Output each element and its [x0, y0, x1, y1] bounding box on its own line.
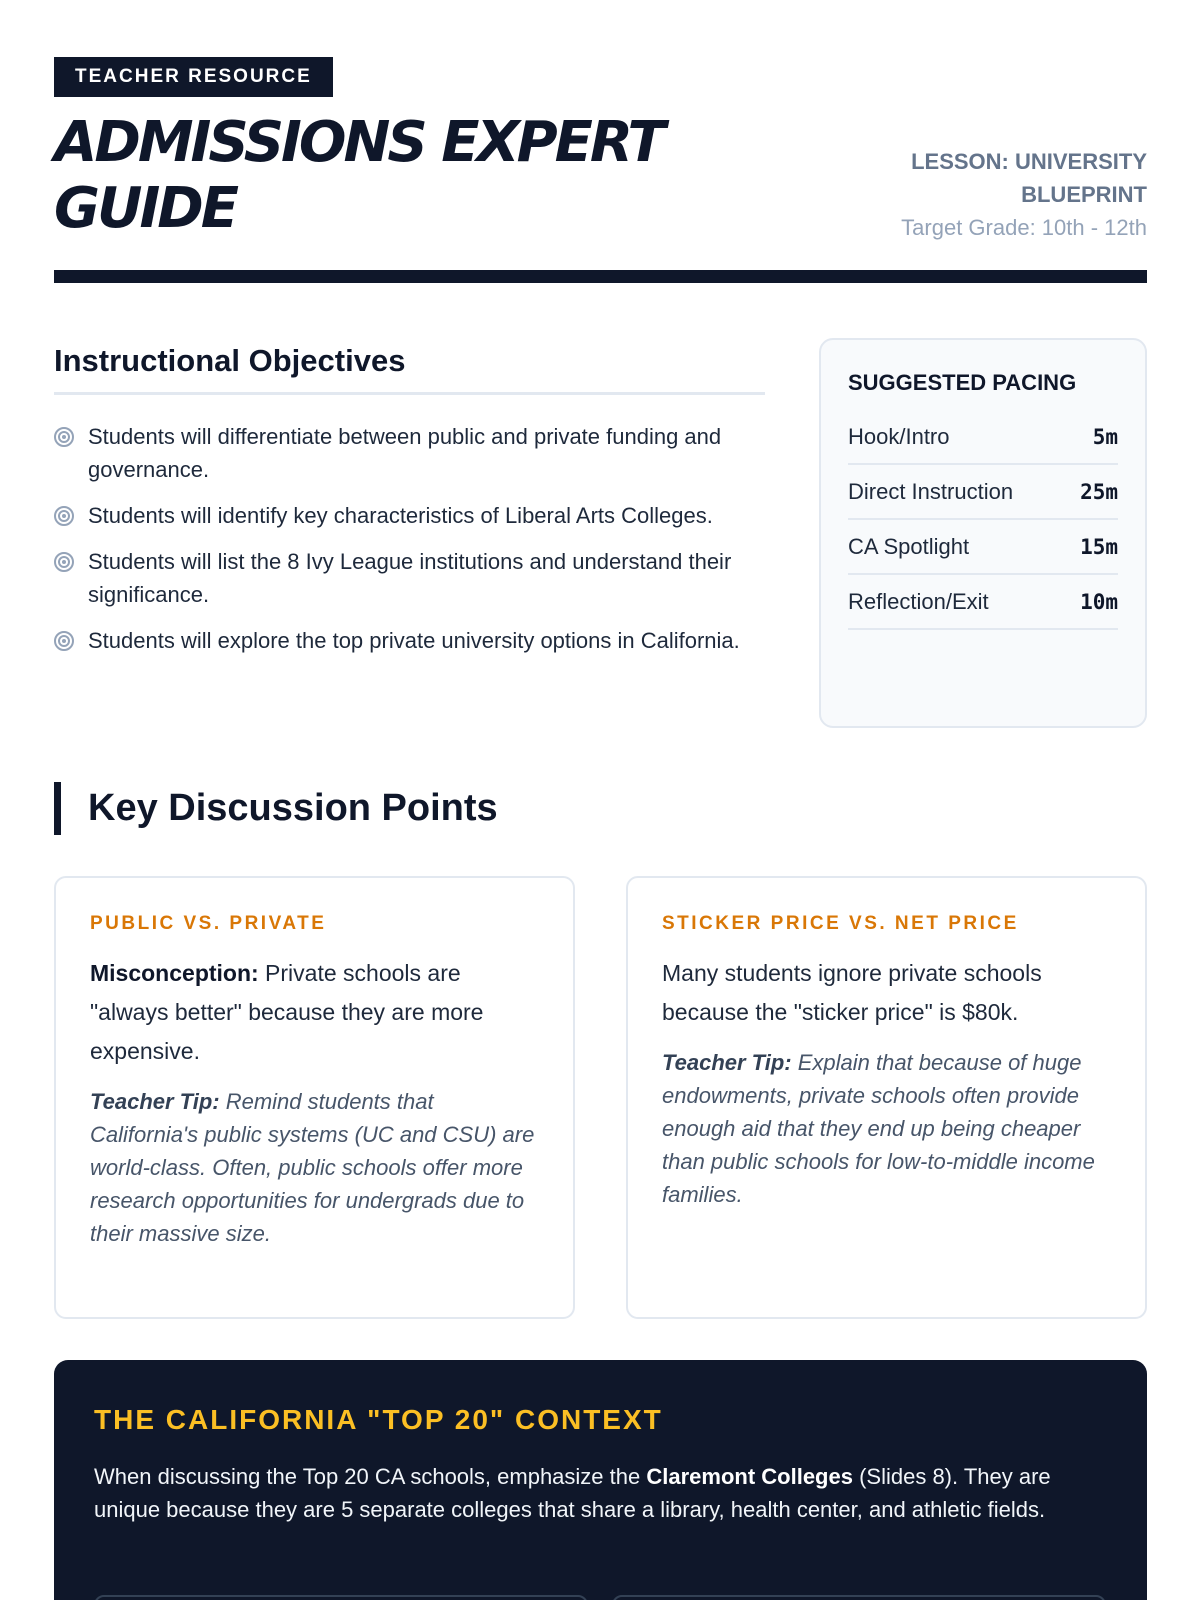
target-icon	[54, 427, 74, 447]
misconception-label: Misconception:	[90, 960, 259, 986]
teacher-resource-badge: TEACHER RESOURCE	[54, 57, 333, 97]
ca-subpanel	[94, 1595, 588, 1600]
card-label: PUBLIC VS. PRIVATE	[90, 913, 327, 934]
ca-context-title: THE CALIFORNIA "TOP 20" CONTEXT	[94, 1404, 663, 1435]
list-item	[54, 499, 765, 532]
california-top20-context	[54, 1360, 1147, 1600]
card-label: STICKER PRICE VS. NET PRICE	[662, 913, 1019, 934]
pacing-time: 15m	[1080, 534, 1118, 559]
lesson-name: LESSON: UNIVERSITY BLUEPRINT	[911, 149, 1147, 207]
teacher-tip-label: Teacher Tip:	[662, 1050, 792, 1075]
title-line-2: GUIDE	[54, 176, 237, 241]
objective-text: Students will list the 8 Ivy League institutions and understand their significance.	[88, 549, 732, 607]
pacing-label: CA Spotlight	[848, 533, 970, 559]
pacing-row	[848, 575, 1118, 630]
list-item	[54, 545, 765, 611]
ca-subpanel	[612, 1595, 1106, 1600]
target-icon	[54, 552, 74, 572]
teacher-tip-label: Teacher Tip:	[90, 1089, 220, 1114]
claremont-colleges-highlight: Claremont Colleges	[646, 1464, 853, 1489]
teacher-guide-page	[54, 0, 1147, 1600]
list-item	[54, 420, 765, 486]
pacing-row	[848, 410, 1118, 465]
objectives-list	[54, 420, 765, 670]
pacing-row	[848, 520, 1118, 575]
pacing-label: Reflection/Exit	[848, 588, 989, 614]
pacing-time: 5m	[1092, 424, 1118, 449]
pacing-title: SUGGESTED PACING	[848, 370, 1077, 395]
objective-text: Students will differentiate between public and private funding and governance.	[88, 424, 722, 482]
objectives-heading: Instructional Objectives	[54, 340, 765, 395]
key-discussion-heading: Key Discussion Points	[54, 782, 498, 835]
page-title	[54, 110, 754, 242]
pacing-time: 25m	[1080, 479, 1118, 504]
card-body: Misconception: Private schools are "always better" because they are more expensive.	[90, 960, 484, 1064]
sticker-vs-net-price-card	[626, 876, 1147, 1319]
pacing-time: 10m	[1080, 589, 1118, 614]
pacing-label: Direct Instruction	[848, 478, 1014, 504]
lesson-info	[847, 145, 1147, 244]
ca-context-text: When discussing the Top 20 CA schools, emphasize the Claremont Colleges (Slides 8). They are unique because they are 5 separate colleges that share a library, health center, and athletic fields.	[94, 1464, 1051, 1522]
target-grade: Target Grade: 10th - 12th	[901, 215, 1147, 240]
pacing-label: Hook/Intro	[848, 423, 950, 449]
teacher-tip: Teacher Tip: Explain that because of huge endowments, private schools often provide enough aid that they end up being cheaper than public schools for low-to-middle income families.	[662, 1050, 1095, 1207]
pacing-row	[848, 465, 1118, 520]
suggested-pacing-panel	[819, 338, 1147, 728]
list-item	[54, 624, 765, 657]
header-divider	[54, 270, 1147, 283]
public-vs-private-card	[54, 876, 575, 1319]
card-body: Many students ignore private schools because the "sticker price" is $80k.	[662, 960, 1042, 1025]
title-line-1: ADMISSIONS EXPERT	[54, 110, 663, 175]
objective-text: Students will identify key characteristics of Liberal Arts Colleges.	[88, 503, 713, 528]
objective-text: Students will explore the top private university options in California.	[88, 628, 740, 653]
target-icon	[54, 631, 74, 651]
target-icon	[54, 506, 74, 526]
teacher-tip: Teacher Tip: Remind students that California's public systems (UC and CSU) are world-class. Often, public schools offer more research opportunities for undergrads due to their massive size.	[90, 1089, 535, 1246]
